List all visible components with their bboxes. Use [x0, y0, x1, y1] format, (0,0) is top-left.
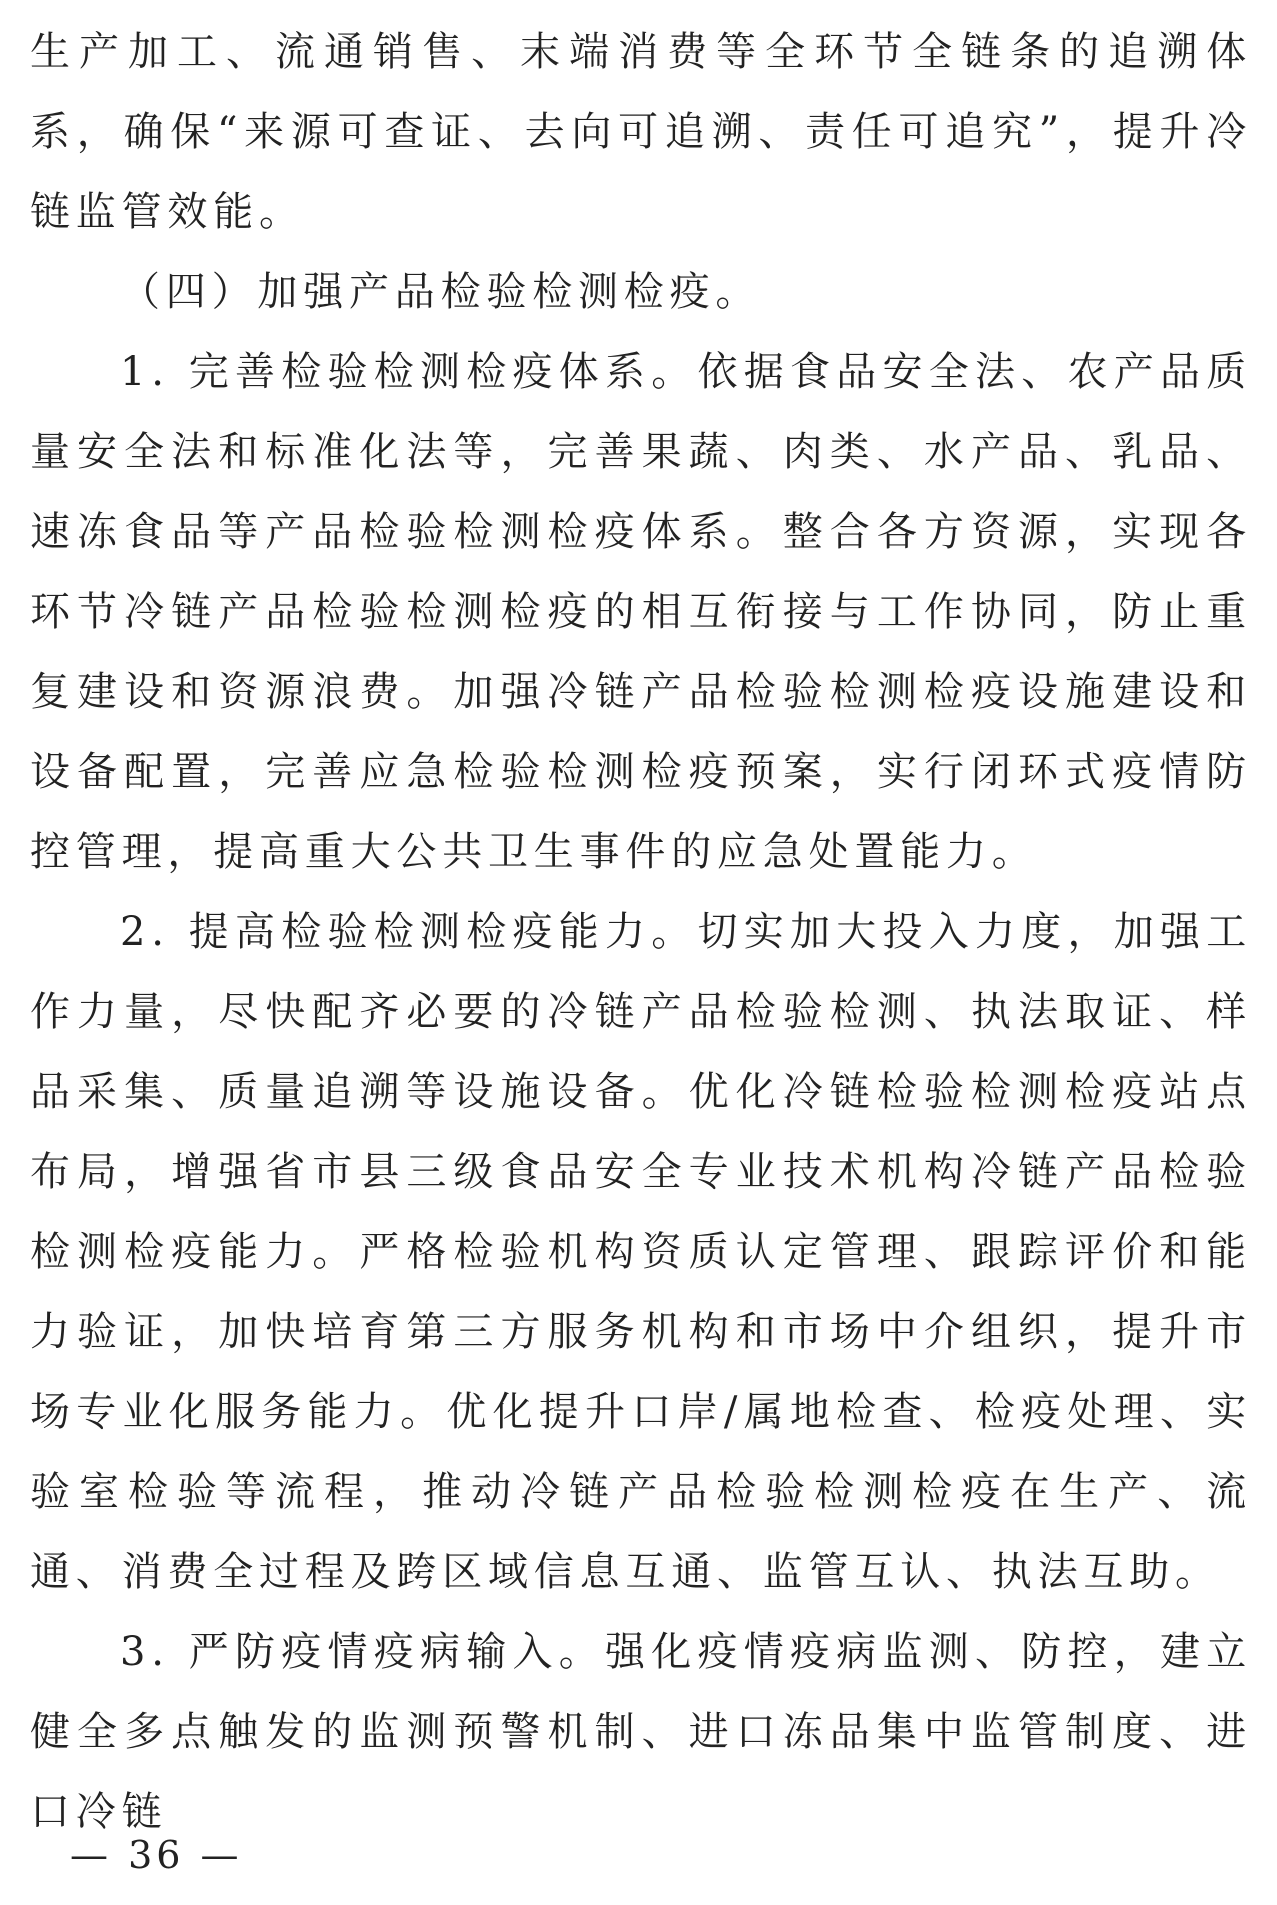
document-page — [30, 0, 1252, 1905]
paragraph-item-3: 3. 严防疫情疫病输入。强化疫情疫病监测、防控，建立健全多点触发的监测预警机制、进口冻品集中监管制度、进口冷链 — [30, 1629, 1252, 1835]
paragraph-item-1: 1. 完善检验检测检疫体系。依据食品安全法、农产品质量安全法和标准化法等，完善果蔬、肉类、水产品、乳品、速冻食品等产品检验检测检疫体系。整合各方资源，实现各环节冷链产品检验检测检疫的相互衔接与工作协同，防止重复建设和资源浪费。加强冷链产品检验检测检疫设施建设和设备配置，完善应急检验检测检疫预案，实行闭环式疫情防控管理，提高重大公共卫生事件的应急处置能力。 — [30, 349, 1252, 875]
paragraph-item-2: 2. 提高检验检测检疫能力。切实加大投入力度，加强工作力量，尽快配齐必要的冷链产品检验检测、执法取证、样品采集、质量追溯等设施设备。优化冷链检验检测检疫站点布局，增强省市县三级食品安全专业技术机构冷链产品检验检测检疫能力。严格检验机构资质认定管理、跟踪评价和能力验证，加快培育第三方服务机构和市场中介组织，提升市场专业化服务能力。优化提升口岸/属地检查、检疫处理、实验室检验等流程，推动冷链产品检验检测检疫在生产、流通、消费全过程及跨区域信息互通、监管互认、执法互助。 — [30, 909, 1252, 1595]
page-number: — 36 — — [70, 1833, 243, 1877]
section-heading-inspection: （四）加强产品检验检测检疫。 — [120, 269, 762, 315]
paragraph-traceability-continuation: 生产加工、流通销售、末端消费等全环节全链条的追溯体系，确保“来源可查证、去向可追溯、责任可追究”，提升冷链监管效能。 — [30, 29, 1252, 235]
